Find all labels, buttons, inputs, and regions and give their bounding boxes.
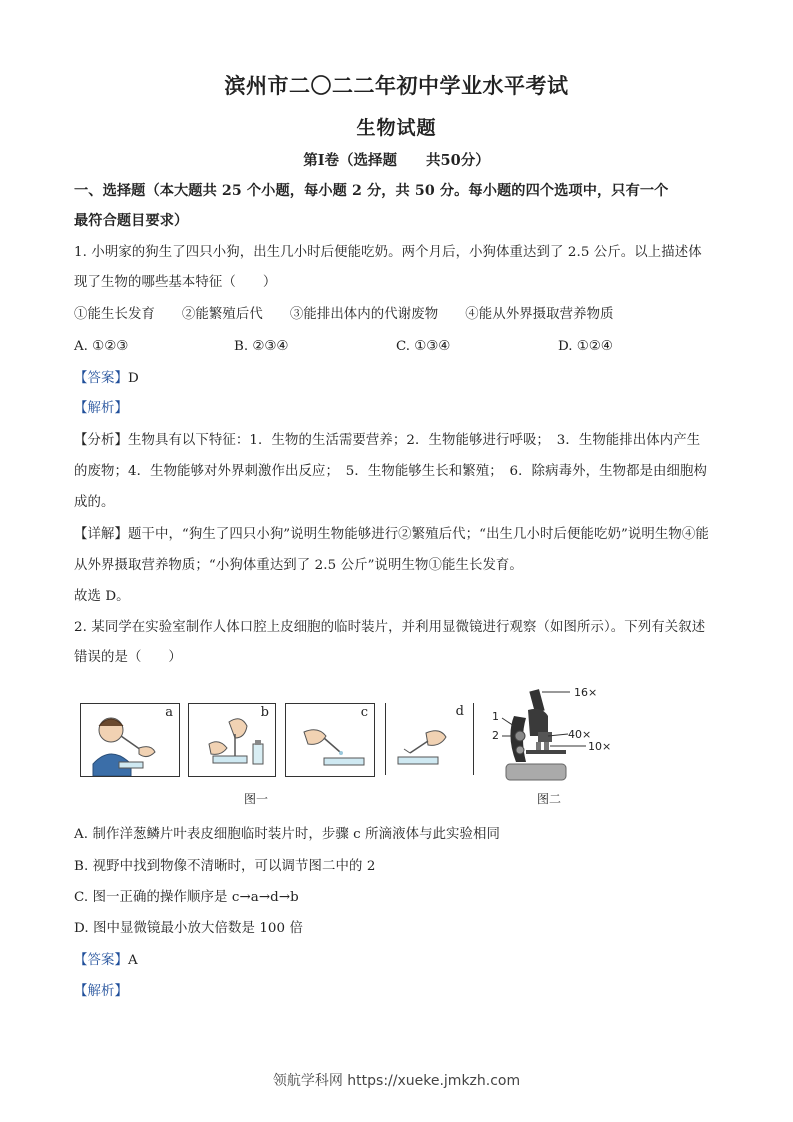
q2-analysis-tag: 【解析】 <box>74 984 128 999</box>
figure2-caption: 图二 <box>537 792 562 806</box>
q1-stem-line2: 现了生物的哪些基本特征（ ） <box>74 275 277 290</box>
objective-high-label: 40× <box>568 728 592 741</box>
exam-title: 滨州市二〇二二年初中学业水平考试 <box>224 73 569 98</box>
q2-answer-value: A <box>127 953 138 968</box>
exam-subject: 生物试题 <box>356 117 437 139</box>
q2-option-b: B. 视野中找到物像不清晰时，可以调节图二中的 2 <box>74 859 376 874</box>
objective-low-label: 10× <box>588 740 612 753</box>
q1-option-d: D. ①②④ <box>558 339 613 354</box>
q1-option-b: B. ②③④ <box>234 339 289 354</box>
q1-option-a: A. ①②③ <box>74 339 129 354</box>
figure1-caption: 图一 <box>244 792 269 806</box>
q1-fenxi-text1: 生物具有以下特征：1．生物的生活需要营养；2．生物能够进行呼吸； 3．生物能排出体内产生 <box>127 433 701 448</box>
q2-option-a: A. 制作洋葱鳞片叶表皮细胞临时装片时，步骤 c 所滴液体与此实验相同 <box>74 827 501 842</box>
q1-answer-value: D <box>127 371 139 386</box>
q1-fenxi-tag: 【分析】 <box>74 433 128 448</box>
q2-stem-line2: 错误的是（ ） <box>74 650 182 665</box>
figure2-microscope <box>490 686 620 786</box>
q1-fenxi-line2: 的废物；4．生物能够对外界刺激作出反应； 5．生物能够生长和繁殖； 6．除病毒外，生物都是由细胞构 <box>74 464 708 479</box>
panel-divider-left <box>385 703 386 775</box>
panel-divider-right <box>473 703 474 775</box>
q1-xiangjie-line1 <box>74 526 709 544</box>
figure1-panel-b <box>188 703 276 777</box>
figure1-panel-d <box>390 703 470 775</box>
figure1-panel-c <box>285 703 375 777</box>
q2-option-d: D. 图中显微镜最小放大倍数是 100 倍 <box>74 921 304 936</box>
figure1-panel-a <box>80 703 180 777</box>
footer-watermark: 领航学科网 https://xueke.jmkzh.com <box>272 1073 521 1089</box>
q1-answer-tag: 【答案】 <box>74 371 128 386</box>
q1-fenxi-line1 <box>74 432 700 450</box>
q1-conclusion: 故选 D。 <box>74 589 130 604</box>
q1-xiangjie-text1: 题干中，“狗生了四只小狗”说明生物能够进行②繁殖后代；“出生几小时后便能吃奶”说明生物④能 <box>127 527 709 542</box>
q1-analysis-tag: 【解析】 <box>74 401 128 416</box>
scope-label-1: 1 <box>492 710 499 723</box>
section-heading-line1: 一、选择题（本大题共 25 个小题，每小题 2 分，共 50 分。每小题的四个选项中，只有一个 <box>74 183 669 199</box>
section-heading-line2: 最符合题目要求） <box>74 213 189 229</box>
panel-letter-d: d <box>455 704 464 719</box>
q1-items: ①能生长发育 ②能繁殖后代 ③能排出体内的代谢废物 ④能从外界摄取营养物质 <box>74 307 614 322</box>
q2-stem-line1: 2. 某同学在实验室制作人体口腔上皮细胞的临时装片，并利用显微镜进行观察（如图所示）。下列有关叙述 <box>74 620 706 635</box>
q1-stem-line1: 1. 小明家的狗生了四只小狗，出生几小时后便能吃奶。两个月后，小狗体重达到了 2.5 公斤。以上描述体 <box>74 245 702 260</box>
q2-answer <box>74 952 138 970</box>
microscope-illustration <box>490 686 620 786</box>
panel-letter-a: a <box>165 705 173 720</box>
eyepiece-label: 16× <box>574 686 598 699</box>
q2-answer-tag: 【答案】 <box>74 953 128 968</box>
volume-heading: 第Ⅰ卷（选择题 共50分） <box>303 152 490 169</box>
q1-xiangjie-tag: 【详解】 <box>74 527 128 542</box>
scope-label-2: 2 <box>492 729 499 742</box>
q1-xiangjie-line2: 从外界摄取营养物质；“小狗体重达到了 2.5 公斤”说明生物①能生长发育。 <box>74 558 523 573</box>
panel-letter-c: c <box>360 705 368 720</box>
panel-letter-b: b <box>260 705 269 720</box>
q2-option-c: C. 图一正确的操作顺序是 c→a→d→b <box>74 890 299 905</box>
q1-answer <box>74 370 139 388</box>
q1-option-c: C. ①③④ <box>396 339 451 354</box>
q1-fenxi-line3: 成的。 <box>74 495 115 510</box>
